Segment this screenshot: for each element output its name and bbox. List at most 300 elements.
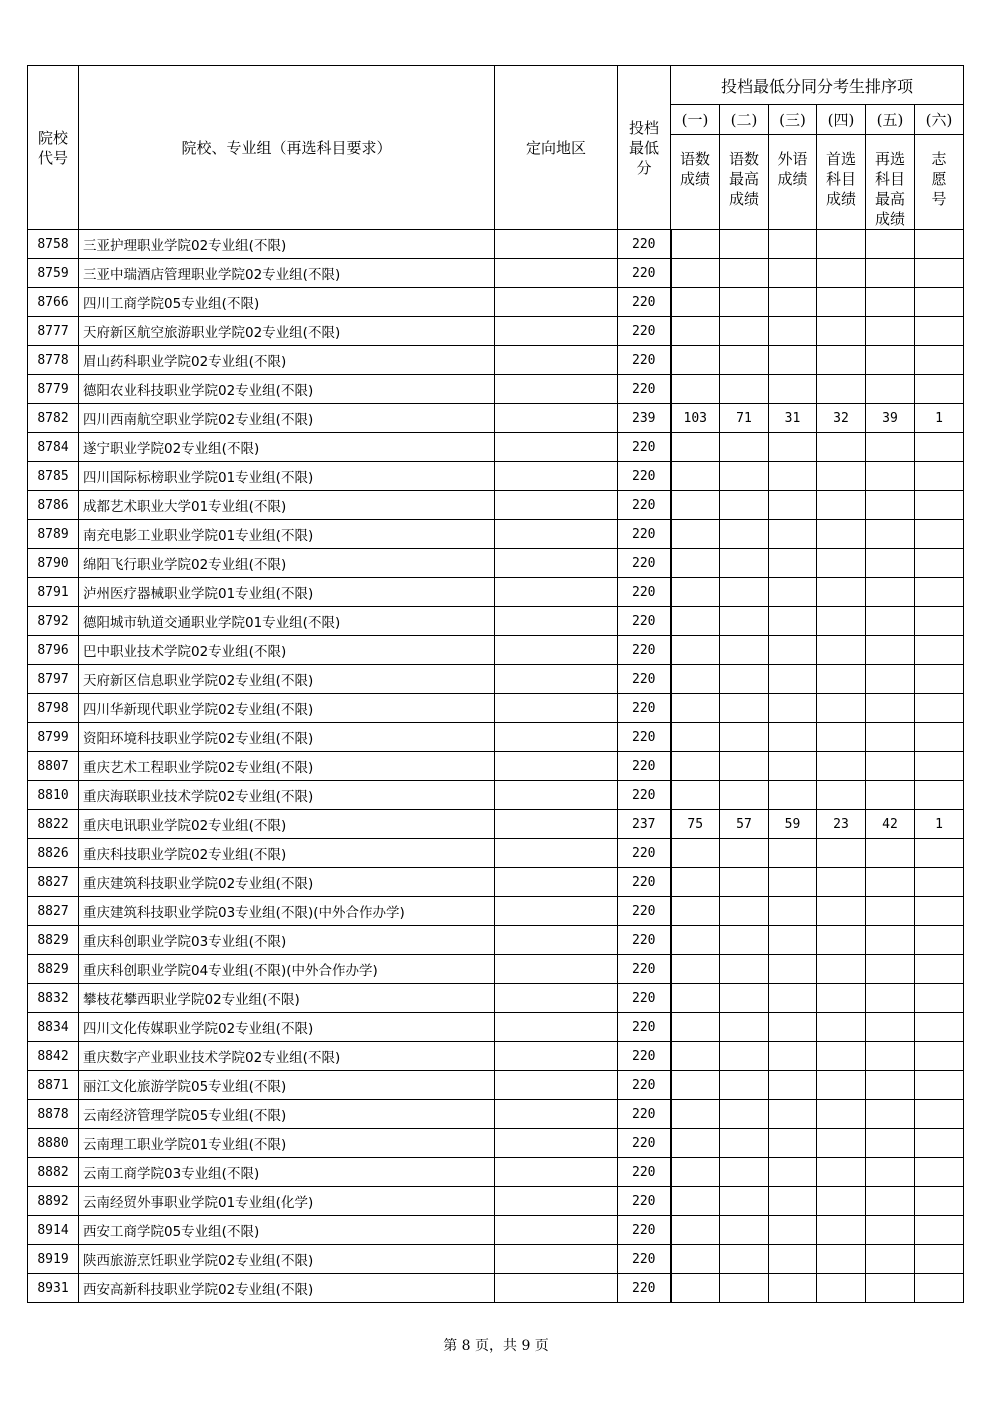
tiebreak-cell <box>915 230 964 259</box>
table-row <box>28 433 964 462</box>
tiebreak-cell <box>720 230 769 259</box>
school-code-cell: 8931 <box>28 1274 79 1303</box>
tiebreak-cell <box>915 1245 964 1274</box>
table-row <box>28 868 964 897</box>
tiebreak-cell <box>671 375 720 404</box>
tiebreak-cell: 1 <box>915 810 964 839</box>
min-score-cell: 239 <box>618 404 671 433</box>
tiebreak-cell <box>817 752 866 781</box>
table-row <box>28 955 964 984</box>
tiebreak-cell <box>671 1216 720 1245</box>
region-cell <box>495 752 618 781</box>
tiebreak-cell <box>671 433 720 462</box>
tiebreak-cell <box>720 752 769 781</box>
tiebreak-cell <box>915 462 964 491</box>
tiebreak-cell <box>866 433 915 462</box>
min-score-cell: 220 <box>618 578 671 607</box>
tiebreak-cell <box>769 491 817 520</box>
region-cell <box>495 578 618 607</box>
tiebreak-cell <box>769 1100 817 1129</box>
tiebreak-col-label: 再选 科目 最高 成绩 <box>866 135 915 230</box>
tiebreak-cell <box>769 607 817 636</box>
min-score-cell: 220 <box>618 839 671 868</box>
tiebreak-cell <box>671 665 720 694</box>
table-row <box>28 752 964 781</box>
tiebreak-cell <box>720 665 769 694</box>
min-score-cell: 220 <box>618 1216 671 1245</box>
tiebreak-cell <box>866 781 915 810</box>
school-group-cell: 云南理工职业学院01专业组(不限) <box>79 1129 495 1158</box>
tiebreak-cell <box>915 955 964 984</box>
min-score-cell: 220 <box>618 1158 671 1187</box>
tiebreak-cell: 57 <box>720 810 769 839</box>
tiebreak-cell <box>769 926 817 955</box>
tiebreak-cell <box>720 984 769 1013</box>
min-score-cell: 220 <box>618 317 671 346</box>
tiebreak-cell <box>817 1216 866 1245</box>
min-score-cell: 220 <box>618 1013 671 1042</box>
tiebreak-cell <box>769 752 817 781</box>
table-row <box>28 665 964 694</box>
tiebreak-cell <box>720 955 769 984</box>
region-cell <box>495 346 618 375</box>
region-cell <box>495 955 618 984</box>
tiebreak-cell: 103 <box>671 404 720 433</box>
min-score-cell: 220 <box>618 346 671 375</box>
tiebreak-cell <box>720 897 769 926</box>
tiebreak-cell <box>671 317 720 346</box>
tiebreak-cell <box>720 839 769 868</box>
tiebreak-cell <box>866 520 915 549</box>
table-row <box>28 288 964 317</box>
region-cell <box>495 665 618 694</box>
table-row <box>28 491 964 520</box>
tiebreak-cell <box>817 723 866 752</box>
min-score-cell: 220 <box>618 694 671 723</box>
table-row <box>28 839 964 868</box>
school-code-cell: 8778 <box>28 346 79 375</box>
tiebreak-col-number: (六) <box>915 105 964 135</box>
region-cell <box>495 549 618 578</box>
tiebreak-cell <box>720 259 769 288</box>
table-row <box>28 1013 964 1042</box>
tiebreak-cell <box>866 1216 915 1245</box>
table-row <box>28 984 964 1013</box>
tiebreak-cell <box>915 433 964 462</box>
table-row <box>28 810 964 839</box>
tiebreak-cell: 32 <box>817 404 866 433</box>
region-cell <box>495 433 618 462</box>
region-cell <box>495 1129 618 1158</box>
school-code-cell: 8919 <box>28 1245 79 1274</box>
tiebreak-cell <box>671 781 720 810</box>
tiebreak-cell <box>720 1129 769 1158</box>
tiebreak-cell <box>817 433 866 462</box>
region-cell <box>495 694 618 723</box>
min-score-cell: 220 <box>618 375 671 404</box>
school-code-cell: 8871 <box>28 1071 79 1100</box>
school-group-cell: 云南工商学院03专业组(不限) <box>79 1158 495 1187</box>
tiebreak-cell <box>866 1158 915 1187</box>
region-cell <box>495 1216 618 1245</box>
min-score-cell: 220 <box>618 955 671 984</box>
tiebreak-cell <box>769 1071 817 1100</box>
region-cell <box>495 926 618 955</box>
tiebreak-cell <box>671 346 720 375</box>
tiebreak-cell <box>866 491 915 520</box>
min-score-cell: 220 <box>618 1042 671 1071</box>
min-score-cell: 220 <box>618 1187 671 1216</box>
table-row <box>28 346 964 375</box>
school-group-cell: 三亚中瑞酒店管理职业学院02专业组(不限) <box>79 259 495 288</box>
tiebreak-cell <box>720 578 769 607</box>
school-code-cell: 8797 <box>28 665 79 694</box>
school-code-cell: 8880 <box>28 1129 79 1158</box>
tiebreak-col-number: (四) <box>817 105 866 135</box>
region-cell <box>495 723 618 752</box>
school-group-cell: 重庆海联职业技术学院02专业组(不限) <box>79 781 495 810</box>
tiebreak-cell <box>817 1013 866 1042</box>
school-group-cell: 云南经济管理学院05专业组(不限) <box>79 1100 495 1129</box>
school-group-cell: 遂宁职业学院02专业组(不限) <box>79 433 495 462</box>
tiebreak-cell <box>720 1216 769 1245</box>
school-group-cell: 成都艺术职业大学01专业组(不限) <box>79 491 495 520</box>
tiebreak-cell <box>866 578 915 607</box>
school-code-cell: 8807 <box>28 752 79 781</box>
region-cell <box>495 462 618 491</box>
school-code-cell: 8758 <box>28 230 79 259</box>
school-code-cell: 8799 <box>28 723 79 752</box>
tiebreak-cell <box>720 1042 769 1071</box>
header-tiebreak-title: 投档最低分同分考生排序项 <box>671 66 964 105</box>
region-cell <box>495 868 618 897</box>
tiebreak-cell <box>769 1216 817 1245</box>
school-group-cell: 南充电影工业职业学院01专业组(不限) <box>79 520 495 549</box>
school-group-cell: 四川工商学院05专业组(不限) <box>79 288 495 317</box>
min-score-cell: 220 <box>618 462 671 491</box>
tiebreak-col-label: 志 愿 号 <box>915 135 964 230</box>
tiebreak-cell <box>720 694 769 723</box>
min-score-cell: 220 <box>618 520 671 549</box>
school-group-cell: 西安工商学院05专业组(不限) <box>79 1216 495 1245</box>
school-code-cell: 8786 <box>28 491 79 520</box>
school-code-cell: 8798 <box>28 694 79 723</box>
min-score-cell: 220 <box>618 868 671 897</box>
tiebreak-cell <box>769 1013 817 1042</box>
tiebreak-cell <box>817 375 866 404</box>
min-score-cell: 220 <box>618 897 671 926</box>
header-min-score: 投档 最低 分 <box>618 66 671 230</box>
tiebreak-cell <box>769 230 817 259</box>
min-score-cell: 220 <box>618 549 671 578</box>
min-score-cell: 237 <box>618 810 671 839</box>
tiebreak-cell <box>671 868 720 897</box>
header-school-group: 院校、专业组（再选科目要求） <box>79 66 495 230</box>
tiebreak-cell <box>915 1158 964 1187</box>
tiebreak-col-number: (五) <box>866 105 915 135</box>
tiebreak-cell <box>866 1129 915 1158</box>
school-code-cell: 8914 <box>28 1216 79 1245</box>
tiebreak-cell <box>671 288 720 317</box>
school-group-cell: 西安高新科技职业学院02专业组(不限) <box>79 1274 495 1303</box>
tiebreak-cell <box>769 1129 817 1158</box>
tiebreak-cell <box>866 375 915 404</box>
tiebreak-cell <box>915 781 964 810</box>
table-row <box>28 1216 964 1245</box>
tiebreak-cell <box>915 665 964 694</box>
tiebreak-cell <box>817 1187 866 1216</box>
tiebreak-cell <box>866 897 915 926</box>
tiebreak-cell <box>817 288 866 317</box>
page-number: 第 8 页，共 9 页 <box>443 1338 549 1354</box>
school-group-cell: 重庆科创职业学院03专业组(不限) <box>79 926 495 955</box>
tiebreak-cell <box>671 752 720 781</box>
tiebreak-cell <box>769 346 817 375</box>
tiebreak-cell <box>817 1245 866 1274</box>
tiebreak-cell <box>817 578 866 607</box>
tiebreak-cell <box>866 984 915 1013</box>
min-score-cell: 220 <box>618 723 671 752</box>
tiebreak-cell <box>769 1274 817 1303</box>
tiebreak-cell: 1 <box>915 404 964 433</box>
tiebreak-cell <box>671 607 720 636</box>
table-row <box>28 897 964 926</box>
school-code-cell: 8892 <box>28 1187 79 1216</box>
table-row <box>28 578 964 607</box>
tiebreak-cell <box>817 636 866 665</box>
tiebreak-cell <box>769 288 817 317</box>
tiebreak-cell <box>915 578 964 607</box>
tiebreak-cell <box>769 578 817 607</box>
region-cell <box>495 1042 618 1071</box>
school-group-cell: 德阳农业科技职业学院02专业组(不限) <box>79 375 495 404</box>
tiebreak-cell <box>915 346 964 375</box>
tiebreak-cell <box>720 1071 769 1100</box>
tiebreak-cell: 75 <box>671 810 720 839</box>
table-row <box>28 230 964 259</box>
region-cell <box>495 839 618 868</box>
tiebreak-cell <box>671 984 720 1013</box>
tiebreak-cell <box>769 984 817 1013</box>
school-code-cell: 8766 <box>28 288 79 317</box>
tiebreak-cell <box>915 1187 964 1216</box>
tiebreak-cell <box>769 955 817 984</box>
school-group-cell: 丽江文化旅游学院05专业组(不限) <box>79 1071 495 1100</box>
region-cell <box>495 1274 618 1303</box>
school-group-cell: 四川西南航空职业学院02专业组(不限) <box>79 404 495 433</box>
table-row <box>28 607 964 636</box>
school-code-cell: 8882 <box>28 1158 79 1187</box>
tiebreak-cell <box>866 1100 915 1129</box>
tiebreak-cell <box>817 1129 866 1158</box>
tiebreak-cell <box>915 607 964 636</box>
tiebreak-cell <box>915 1100 964 1129</box>
region-cell <box>495 375 618 404</box>
tiebreak-cell <box>866 230 915 259</box>
tiebreak-cell <box>866 317 915 346</box>
table-row <box>28 549 964 578</box>
tiebreak-cell <box>915 1071 964 1100</box>
school-group-cell: 重庆科技职业学院02专业组(不限) <box>79 839 495 868</box>
tiebreak-cell <box>769 462 817 491</box>
tiebreak-cell <box>720 375 769 404</box>
min-score-cell: 220 <box>618 926 671 955</box>
tiebreak-cell <box>915 1013 964 1042</box>
region-cell <box>495 1071 618 1100</box>
tiebreak-cell <box>817 549 866 578</box>
tiebreak-cell <box>720 1158 769 1187</box>
tiebreak-cell <box>915 520 964 549</box>
region-cell <box>495 897 618 926</box>
tiebreak-cell <box>817 230 866 259</box>
tiebreak-cell <box>817 955 866 984</box>
school-group-cell: 德阳城市轨道交通职业学院01专业组(不限) <box>79 607 495 636</box>
region-cell <box>495 1013 618 1042</box>
tiebreak-cell <box>769 520 817 549</box>
region-cell <box>495 520 618 549</box>
tiebreak-cell <box>671 926 720 955</box>
tiebreak-cell <box>915 897 964 926</box>
min-score-cell: 220 <box>618 984 671 1013</box>
school-code-cell: 8822 <box>28 810 79 839</box>
min-score-cell: 220 <box>618 491 671 520</box>
tiebreak-cell <box>817 317 866 346</box>
tiebreak-cell <box>720 723 769 752</box>
school-group-cell: 重庆电讯职业学院02专业组(不限) <box>79 810 495 839</box>
tiebreak-cell <box>817 1274 866 1303</box>
tiebreak-cell <box>817 839 866 868</box>
tiebreak-cell <box>671 578 720 607</box>
tiebreak-cell <box>671 1129 720 1158</box>
tiebreak-cell <box>671 1158 720 1187</box>
school-group-cell: 眉山药科职业学院02专业组(不限) <box>79 346 495 375</box>
tiebreak-col-label: 语数 最高 成绩 <box>720 135 769 230</box>
tiebreak-cell <box>769 259 817 288</box>
table-row <box>28 723 964 752</box>
tiebreak-cell <box>720 636 769 665</box>
tiebreak-cell <box>769 839 817 868</box>
header-code: 院校 代号 <box>28 66 79 230</box>
tiebreak-cell <box>915 868 964 897</box>
min-score-cell: 220 <box>618 230 671 259</box>
tiebreak-cell <box>817 868 866 897</box>
tiebreak-cell <box>769 781 817 810</box>
region-cell <box>495 607 618 636</box>
school-code-cell: 8829 <box>28 955 79 984</box>
school-group-cell: 四川文化传媒职业学院02专业组(不限) <box>79 1013 495 1042</box>
school-code-cell: 8759 <box>28 259 79 288</box>
table-row <box>28 462 964 491</box>
tiebreak-cell <box>866 462 915 491</box>
tiebreak-cell <box>915 491 964 520</box>
tiebreak-cell <box>671 839 720 868</box>
tiebreak-cell <box>769 1245 817 1274</box>
table-row <box>28 926 964 955</box>
tiebreak-cell <box>769 868 817 897</box>
table-row <box>28 1274 964 1303</box>
tiebreak-cell <box>817 1071 866 1100</box>
tiebreak-cell <box>817 665 866 694</box>
table-body <box>28 230 964 1303</box>
tiebreak-cell <box>671 1274 720 1303</box>
table-header <box>28 66 964 230</box>
tiebreak-cell <box>671 259 720 288</box>
tiebreak-col-label: 外语 成绩 <box>769 135 817 230</box>
tiebreak-cell <box>866 636 915 665</box>
school-code-cell: 8779 <box>28 375 79 404</box>
tiebreak-cell <box>866 694 915 723</box>
school-group-cell: 四川国际标榜职业学院01专业组(不限) <box>79 462 495 491</box>
school-group-cell: 三亚护理职业学院02专业组(不限) <box>79 230 495 259</box>
tiebreak-cell <box>671 1042 720 1071</box>
tiebreak-cell <box>720 520 769 549</box>
tiebreak-cell <box>769 694 817 723</box>
school-group-cell: 重庆建筑科技职业学院02专业组(不限) <box>79 868 495 897</box>
school-code-cell: 8790 <box>28 549 79 578</box>
tiebreak-cell <box>671 1100 720 1129</box>
tiebreak-cell <box>866 1071 915 1100</box>
tiebreak-cell <box>769 433 817 462</box>
tiebreak-cell <box>915 694 964 723</box>
header-region: 定向地区 <box>495 66 618 230</box>
tiebreak-cell: 71 <box>720 404 769 433</box>
tiebreak-cell <box>817 259 866 288</box>
tiebreak-cell <box>817 491 866 520</box>
tiebreak-cell <box>866 1274 915 1303</box>
tiebreak-cell <box>915 549 964 578</box>
school-group-cell: 重庆艺术工程职业学院02专业组(不限) <box>79 752 495 781</box>
school-code-cell: 8789 <box>28 520 79 549</box>
min-score-cell: 220 <box>618 1245 671 1274</box>
tiebreak-cell <box>866 955 915 984</box>
tiebreak-cell <box>866 259 915 288</box>
region-cell <box>495 259 618 288</box>
school-code-cell: 8791 <box>28 578 79 607</box>
table-row <box>28 694 964 723</box>
table-row <box>28 520 964 549</box>
tiebreak-cell <box>720 1245 769 1274</box>
tiebreak-cell <box>817 520 866 549</box>
school-group-cell: 陕西旅游烹饪职业学院02专业组(不限) <box>79 1245 495 1274</box>
tiebreak-cell <box>671 694 720 723</box>
tiebreak-cell <box>769 1187 817 1216</box>
tiebreak-cell: 39 <box>866 404 915 433</box>
region-cell <box>495 1158 618 1187</box>
tiebreak-cell <box>671 955 720 984</box>
tiebreak-cell <box>866 1245 915 1274</box>
region-cell <box>495 491 618 520</box>
tiebreak-cell <box>915 984 964 1013</box>
tiebreak-cell <box>720 346 769 375</box>
school-group-cell: 四川华新现代职业学院02专业组(不限) <box>79 694 495 723</box>
tiebreak-cell <box>817 926 866 955</box>
school-group-cell: 泸州医疗器械职业学院01专业组(不限) <box>79 578 495 607</box>
tiebreak-cell: 23 <box>817 810 866 839</box>
tiebreak-cell <box>671 230 720 259</box>
tiebreak-cell <box>720 781 769 810</box>
region-cell <box>495 810 618 839</box>
tiebreak-cell <box>720 288 769 317</box>
region-cell <box>495 317 618 346</box>
tiebreak-cell <box>915 259 964 288</box>
tiebreak-cell <box>915 723 964 752</box>
tiebreak-cell <box>866 549 915 578</box>
min-score-cell: 220 <box>618 259 671 288</box>
school-group-cell: 巴中职业技术学院02专业组(不限) <box>79 636 495 665</box>
min-score-cell: 220 <box>618 1274 671 1303</box>
table-row <box>28 259 964 288</box>
min-score-cell: 220 <box>618 781 671 810</box>
